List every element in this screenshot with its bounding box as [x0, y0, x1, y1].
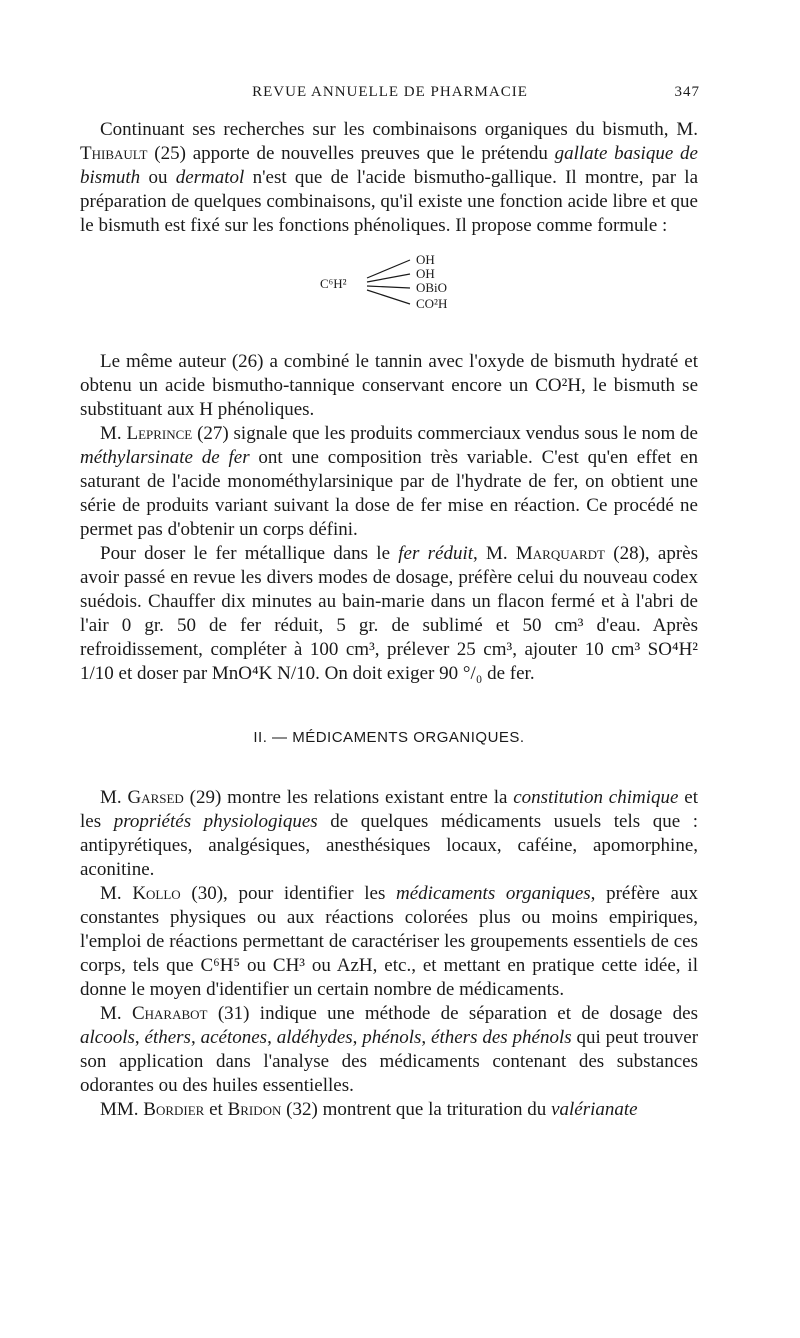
formula-group: OH	[416, 252, 435, 267]
italic-term: constitution chimique	[513, 787, 679, 808]
text-run: ,	[267, 1027, 277, 1048]
text-run: M.	[100, 423, 127, 444]
paragraph-kollo	[80, 882, 698, 1002]
italic-term: dermatol	[175, 167, 245, 188]
author-name: Bordier	[143, 1099, 205, 1120]
italic-term: médicaments organiques	[396, 883, 591, 904]
text-run: ,	[352, 1027, 363, 1048]
italic-term: éthers	[144, 1027, 191, 1048]
italic-term: propriétés physiologiques	[113, 811, 318, 832]
text-run: ,	[134, 1027, 145, 1048]
italic-term: fer réduit	[398, 543, 473, 564]
author-name: Leprince	[126, 423, 193, 444]
paragraph-garsed	[80, 786, 698, 882]
running-header	[80, 84, 700, 106]
page-number: 347	[674, 84, 700, 100]
text-run: et	[204, 1099, 228, 1120]
text-run: (25) apporte de nouvelles preuves que le prétendu	[147, 143, 555, 164]
author-name: Marquardt	[515, 543, 605, 564]
text-run: M.	[100, 1003, 132, 1024]
italic-term: valérianate	[551, 1099, 638, 1120]
italic-term: alcools	[80, 1027, 135, 1048]
text-run: (29) montre les relations existant entre la	[183, 787, 514, 808]
italic-term: aldéhydes	[276, 1027, 353, 1048]
text-run: , préfère aux constantes physiques ou aux réactions colorées plus ou moins empiriques, l'emploi de réactions permettant de caractériser les groupements essentiels de ces corps, tels que C⁶H⁵ ou CH³ ou AzH, etc., et mettant en pratique cette idée, il donne le moyen d'identifier un certain nombre de médicaments.	[80, 883, 698, 1000]
text-run: Continuant ses recherches sur les combinaisons organiques du bismuth, M.	[100, 119, 698, 140]
text-run: ou	[140, 167, 176, 188]
text-run: Le même auteur (26) a combiné le tannin avec l'oxyde de bismuth hydraté et obtenu un acide bismutho-tannique conservant encore un CO²H, le bismuth se substituant aux H phénoliques.	[80, 351, 698, 420]
text-run: (31) indique une méthode de séparation et de dosage des	[207, 1003, 698, 1024]
author-name: Kollo	[132, 883, 181, 904]
body-text	[80, 118, 698, 1122]
formula-core: C⁶H²	[320, 276, 347, 291]
bond-line	[367, 286, 410, 288]
formula-group: OH	[416, 266, 435, 281]
text-run: qui peut trouver son application dans l'analyse des médicaments contenant des substances odorantes ou des huiles essentielles.	[80, 1027, 699, 1096]
italic-term: méthylarsinate de fer	[80, 447, 250, 468]
text-run: MM.	[100, 1099, 144, 1120]
section-heading: II. — MÉDICAMENTS ORGANIQUES.	[253, 729, 525, 746]
chemical-formula	[80, 242, 698, 340]
running-title: REVUE ANNUELLE DE PHARMACIE	[252, 84, 528, 100]
paragraph-tannin	[80, 350, 698, 422]
author-name: Bridon	[227, 1099, 282, 1120]
text-run: n'est que de l'acide bismutho-gallique. Il montre, par la préparation de quelques combinaisons, qu'il existe une fonction acide libre et que le bismuth est fixé sur les fonctions phénoliques. Il propose comme formule :	[80, 167, 698, 236]
author-name: Charabot	[131, 1003, 208, 1024]
author-name: Garsed	[127, 787, 184, 808]
italic-term: acétones	[200, 1027, 268, 1048]
author-name: Thibault	[80, 143, 148, 164]
italic-term: gallate basique de bismuth	[80, 143, 698, 188]
formula-group: CO²H	[416, 296, 448, 311]
text-run: Pour doser le fer métallique dans le	[100, 543, 399, 564]
paragraph-thibault	[80, 118, 698, 238]
text-run: ,	[190, 1027, 201, 1048]
text-run: M.	[100, 787, 128, 808]
text-run: (32) montrent que la trituration du	[281, 1099, 552, 1120]
formula-group: OBiO	[416, 280, 448, 295]
italic-term: phénols	[362, 1027, 422, 1048]
formula-diagram	[80, 242, 698, 340]
text-run: (30), pour identifier les	[180, 883, 397, 904]
text-run: M.	[100, 883, 133, 904]
text-run: de quelques médicaments usuels tels que : antipyrétiques, analgésiques, anesthésiques locaux, caféine, apomorphine, aconitine.	[80, 811, 698, 880]
paragraph-bordier-bridon	[80, 1098, 698, 1122]
text-run: ,	[421, 1027, 432, 1048]
text-run: ont une composition très variable. C'est qu'en effet en saturant de l'acide monométhylarsinique par de l'hydrate de fer, on obtient une série de produits variant suivant la dose de fer mise en réaction. Ce procédé ne permet pas d'obtenir un corps défini.	[80, 447, 698, 540]
text-run: (28), après avoir passé en revue les divers modes de dosage, préfère celui du nouveau codex suédois. Chauffer dix minutes au bain-marie dans un flacon fermé et à l'abri de l'air 0 gr. 50 de fer réduit, 5 gr. de sublimé et 50 cm³ d'eau. Après refroidissement, compléter à 100 cm³, prélever 25 cm³, ajouter 10 cm³ SO⁴H² 1/10 et doser par MnO⁴K N/10. On doit exiger 90 °/₀ de fer.	[80, 543, 698, 684]
paragraph-marquardt	[80, 542, 698, 686]
paragraph-charabot	[80, 1002, 698, 1098]
bond-line	[367, 290, 410, 304]
text-run: et les	[80, 787, 698, 832]
italic-term: éthers des phénols	[431, 1027, 572, 1048]
text-run: , M.	[473, 543, 516, 564]
text-run: (27) signale que les produits commerciaux vendus sous le nom de	[192, 423, 698, 444]
paragraph-leprince	[80, 422, 698, 542]
